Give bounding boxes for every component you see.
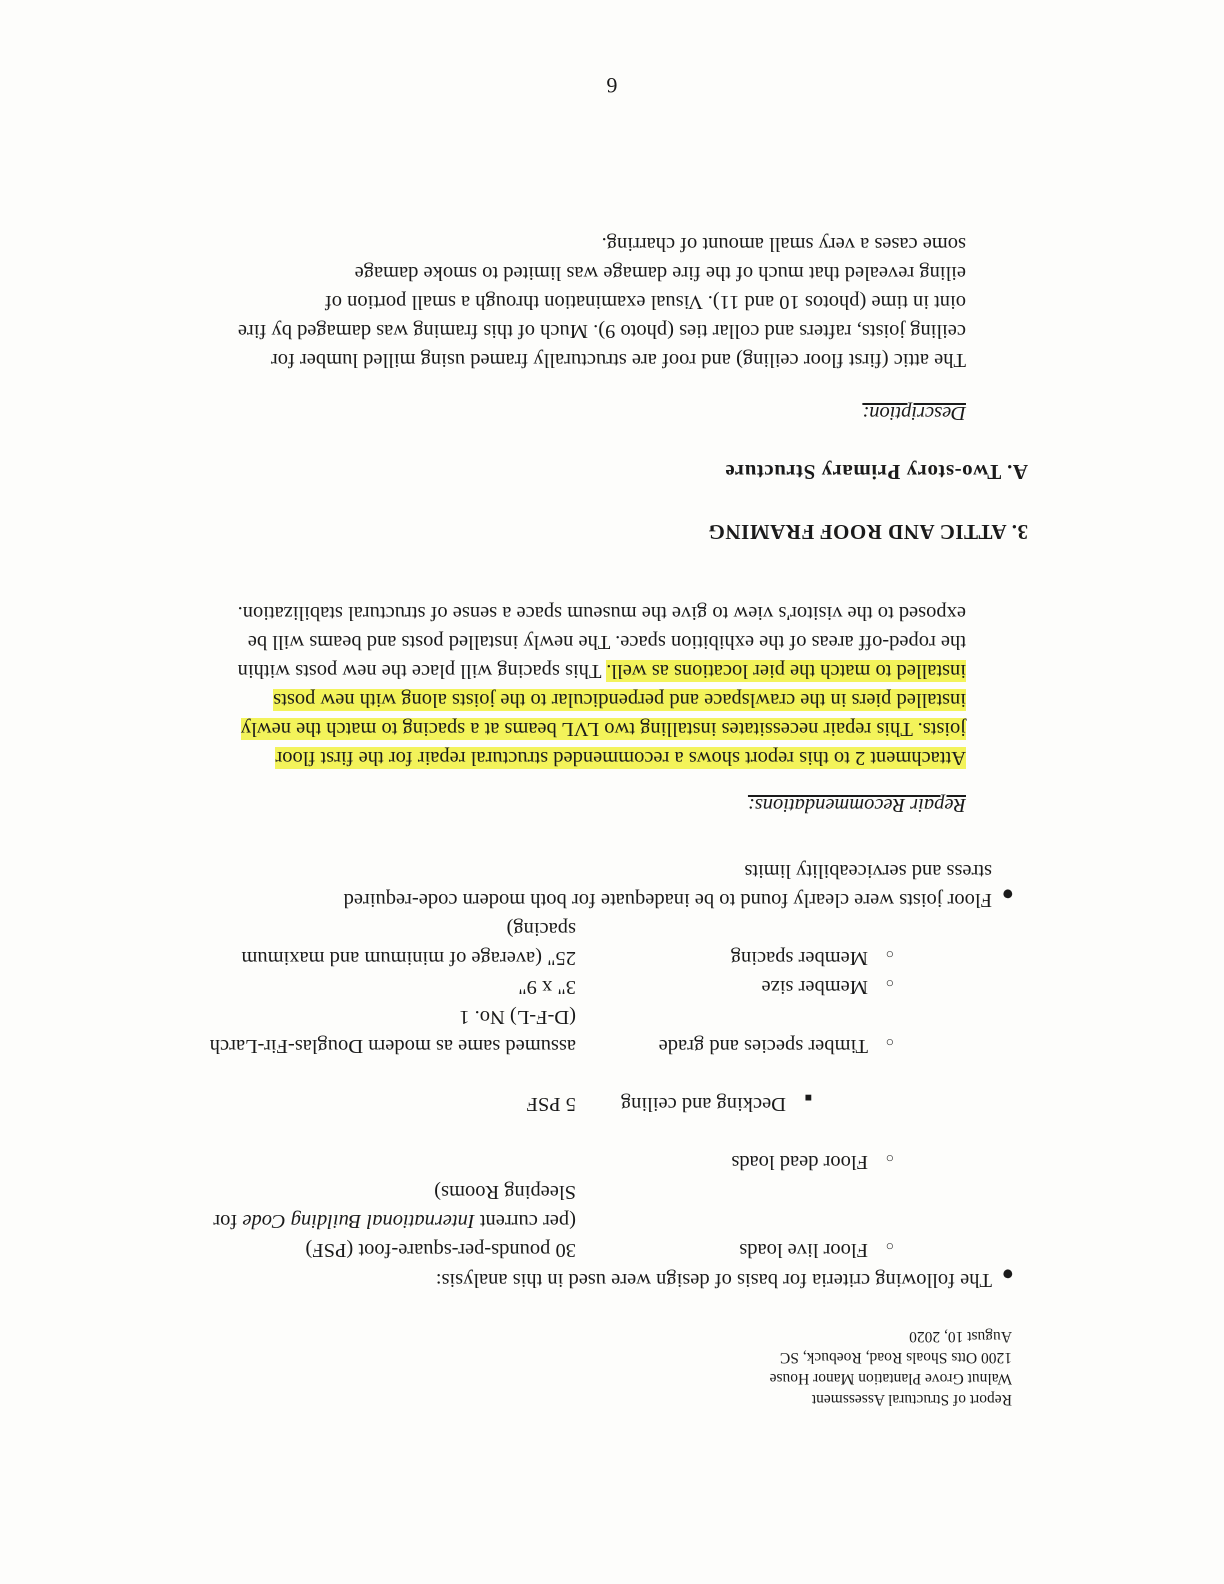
square-bullet-icon: ■ (804, 1091, 812, 1105)
repair-line-4b: This spacing will place the new posts within (237, 660, 607, 682)
member-size-value: 3" x 9" (518, 976, 576, 998)
bullet-dot-icon: ● (1001, 1263, 1014, 1285)
member-spacing-label: Member spacing (730, 947, 868, 969)
timber-value-1: assumed same as modern Douglas-Fir-Larch (209, 1035, 576, 1057)
description-line-1: The attic (first floor ceiling) and roof are structurally framed using milled lumber for (270, 349, 966, 371)
header-title: Report of Structural Assessment (811, 1391, 1012, 1408)
repair-line-5: the roped-off areas of the exhibition space. The newly installed posts and beams will be (247, 631, 966, 653)
description-paragraph (158, 229, 966, 374)
header-date: August 10, 2020 (909, 1328, 1012, 1345)
description-line-5: some cases a very small amount of charring. (601, 233, 966, 255)
description-line-4: eiling revealed that much of the fire damage was limited to smoke damage (354, 262, 966, 284)
highlighted-line: Attachment 2 to this report shows a recommended structural repair for the first floor (275, 747, 966, 769)
decking-value: 5 PSF (526, 1093, 576, 1115)
highlighted-line: joists. This repair necessitates installing two LVL beams at a spacing to match the newly (240, 718, 966, 740)
bullet-dot-icon: ● (1001, 883, 1014, 905)
repair-paragraph (158, 598, 966, 772)
header-project: Walnut Grove Plantation Manor House (769, 1370, 1012, 1387)
description-heading: Description: (862, 402, 966, 424)
live-load-label: Floor live loads (739, 1239, 868, 1261)
dead-load-label: Floor dead loads (731, 1151, 868, 1173)
page-number: 6 (606, 73, 618, 98)
circle-bullet-icon: ○ (885, 1238, 894, 1253)
timber-label: Timber species and grade (658, 1035, 868, 1057)
member-spacing-value-2: spacing) (506, 918, 576, 940)
header-address: 1200 Otts Shoals Road, Roebuck, SC (779, 1349, 1012, 1366)
criteria-intro: The following criteria for basis of design were used in this analysis: (435, 1269, 992, 1291)
highlighted-line: installed piers in the crawlspace and perpendicular to the joists along with new posts (273, 689, 966, 711)
section-3a-subheading: A. Two-story Primary Structure (724, 460, 1028, 484)
member-size-label: Member size (761, 976, 868, 998)
circle-bullet-icon: ○ (885, 946, 894, 961)
member-spacing-value-1: 25" (average of minimum and maximum (241, 947, 576, 969)
description-line-2: ceiling joists, rafters and collar ties (photo 9). Much of this framing was damaged by fire (237, 320, 966, 342)
live-load-value-2: (per current International Building Code for (213, 1210, 576, 1232)
timber-value-2: (D-F-L) No. 1 (459, 1006, 576, 1028)
repair-heading: Repair Recommendations: (747, 794, 966, 816)
repair-line-6: exposed to the visitor's view to give the museum space a sense of structural stabilization. (237, 602, 966, 624)
description-line-3: oint in time (photos 10 and 11). Visual examination through a small portion of (324, 291, 966, 313)
circle-bullet-icon: ○ (885, 1150, 894, 1165)
live-load-value-3: Sleeping Rooms) (434, 1181, 576, 1203)
section-3-heading: 3. ATTIC AND ROOF FRAMING (708, 520, 1028, 544)
decking-label: Decking and ceiling (620, 1093, 786, 1115)
conclusion-line-1: Floor joists were clearly found to be inadequate for both modern code-required (343, 889, 992, 911)
highlighted-line: installed to match the pier locations as well. (606, 660, 966, 682)
circle-bullet-icon: ○ (885, 1034, 894, 1049)
live-load-value-1: 30 pounds-per-square-foot (PSF) (305, 1239, 576, 1261)
conclusion-line-2: stress and serviceability limits (744, 860, 992, 882)
circle-bullet-icon: ○ (885, 975, 894, 990)
